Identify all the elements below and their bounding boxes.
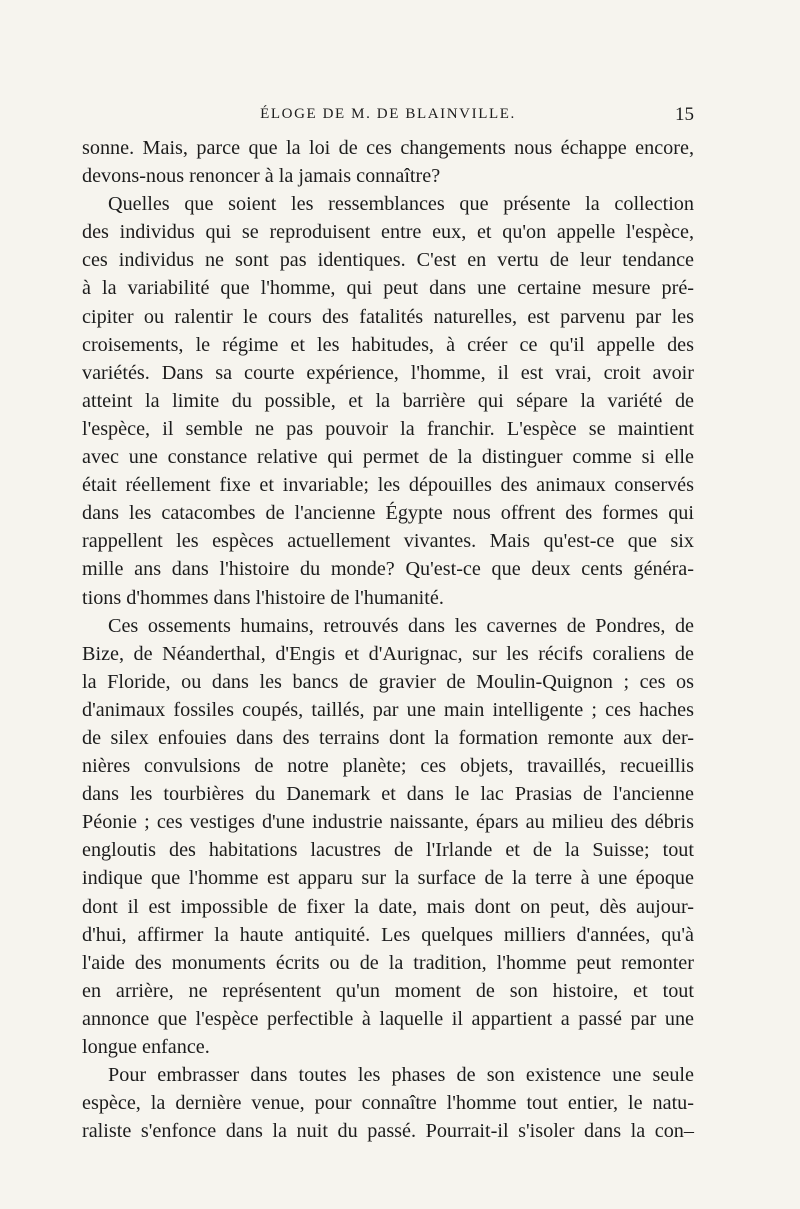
text-line: ces individus ne sont pas identiques. C'est en vertu de leur tendance [82, 249, 694, 272]
text-line: la Floride, ou dans les bancs de gravier de Moulin-Quignon ; ces os [82, 670, 694, 693]
text-line: dans les tourbières du Danemark et dans le lac Prasias de l'ancienne [82, 783, 694, 806]
text-line: de silex enfouies dans des terrains dont la formation remonte aux der- [82, 726, 694, 749]
text-line: longue enfance. [82, 1036, 210, 1058]
page-number: 15 [675, 104, 694, 125]
text-line: espèce, la dernière venue, pour connaître l'homme tout entier, le natu- [82, 1092, 694, 1115]
text-line: en arrière, ne représentent qu'un moment de son histoire, et tout [82, 979, 694, 1002]
text-line: Pour embrasser dans toutes les phases de son existence une seule [108, 1064, 694, 1087]
text-line: l'aide des monuments écrits ou de la tradition, l'homme peut remonter [82, 951, 694, 974]
text-line: devons-nous renoncer à la jamais connaître? [82, 165, 441, 188]
running-title: ÉLOGE DE M. DE BLAINVILLE. [260, 106, 516, 122]
text-line: rappellent les espèces actuellement vivantes. Mais qu'est-ce que six [82, 530, 694, 553]
text-line: avec une constance relative qui permet de la distinguer comme si elle [82, 446, 694, 469]
text-line: nières convulsions de notre planète; ces objets, travaillés, recueillis [82, 755, 694, 778]
text-line: à la variabilité que l'homme, qui peut dans une certaine mesure pré- [82, 277, 694, 300]
text-line: dans les catacombes de l'ancienne Égypte nous offrent des formes qui [82, 502, 694, 525]
text-line: était réellement fixe et invariable; les dépouilles des animaux conservés [82, 474, 694, 497]
text-line: atteint la limite du possible, et la barrière qui sépare la variété de [82, 389, 694, 412]
text-line: tions d'hommes dans l'histoire de l'humanité. [82, 586, 444, 609]
text-line: croisements, le régime et les habitudes, à créer ce qu'il appelle des [82, 333, 694, 356]
text-line: d'animaux fossiles coupés, taillés, par une main intelligente ; ces haches [82, 698, 694, 721]
text-line: Quelles que soient les ressemblances que présente la collection [108, 193, 694, 216]
text-line: mille ans dans l'histoire du monde? Qu'est-ce que deux cents généra- [82, 558, 694, 581]
running-head [82, 104, 694, 134]
text-line: engloutis des habitations lacustres de l'Irlande et de la Suisse; tout [82, 839, 694, 862]
text-line: Bize, de Néanderthal, d'Engis et d'Aurignac, sur les récifs coraliens de [82, 642, 694, 665]
text-line: des individus qui se reproduisent entre eux, et qu'on appelle l'espèce, [82, 221, 694, 244]
text-line: cipiter ou ralentir le cours des fatalités naturelles, est parvenu par les [82, 305, 694, 328]
book-page [82, 104, 694, 1145]
text-line: raliste s'enfonce dans la nuit du passé. Pourrait-il s'isoler dans la con– [82, 1120, 694, 1143]
text-line: d'hui, affirmer la haute antiquité. Les quelques milliers d'années, qu'à [82, 923, 694, 946]
text-line: l'espèce, il semble ne pas pouvoir la franchir. L'espèce se maintient [82, 417, 694, 440]
text-line: Ces ossements humains, retrouvés dans les cavernes de Pondres, de [108, 614, 694, 637]
text-line: Péonie ; ces vestiges d'une industrie naissante, épars au milieu des débris [82, 811, 694, 834]
body-text [82, 134, 694, 1145]
text-line: dont il est impossible de fixer la date, mais dont on peut, dès aujour- [82, 895, 694, 918]
text-line: sonne. Mais, parce que la loi de ces changements nous échappe encore, [82, 137, 694, 159]
text-line: annonce que l'espèce perfectible à laquelle il appartient a passé par une [82, 1007, 694, 1030]
text-line: indique que l'homme est apparu sur la surface de la terre à une époque [82, 867, 694, 890]
text-line: variétés. Dans sa courte expérience, l'homme, il est vrai, croit avoir [82, 361, 694, 384]
